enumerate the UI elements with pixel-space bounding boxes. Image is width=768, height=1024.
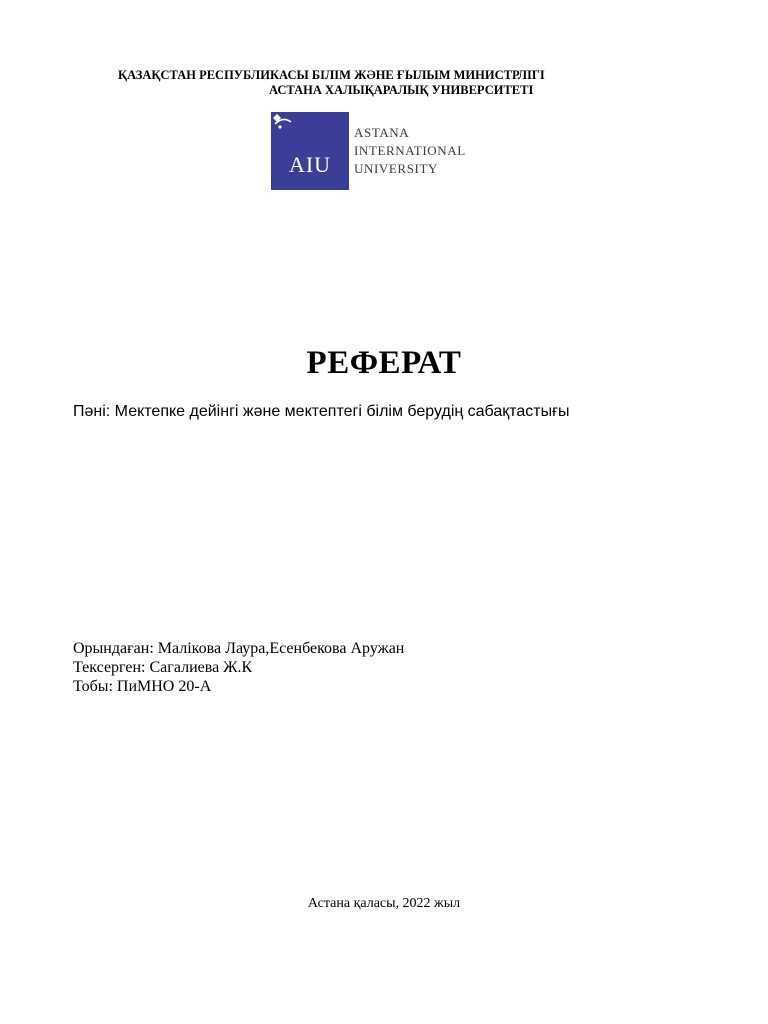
logo-line-1: ASTANA bbox=[354, 125, 410, 140]
performed-by: Орындаған: Малікова Лаура,Есенбекова Аружан bbox=[73, 640, 405, 657]
subject-line: Пәні: Мектепке дейінгі және мектептегі білім берудің сабақтастығы bbox=[73, 403, 570, 420]
city-year-footer: Астана қаласы, 2022 жыл bbox=[307, 896, 461, 911]
ministry-heading: ҚАЗАҚСТАН РЕСПУБЛИКАСЫ БІЛІМ ЖӘНЕ ҒЫЛЫМ МИНИСТРЛІГІ bbox=[118, 68, 545, 82]
logo-line-3: UNIVERSITY bbox=[354, 161, 438, 176]
logo-emblem bbox=[271, 112, 349, 190]
ornament-icon bbox=[271, 112, 349, 132]
logo-wordmark bbox=[354, 124, 466, 178]
university-heading: АСТАНА ХАЛЫҚАРАЛЫҚ УНИВЕРСИТЕТІ bbox=[269, 83, 534, 97]
group: Тобы: ПиМНО 20-А bbox=[73, 678, 212, 695]
logo-line-2: INTERNATIONAL bbox=[354, 143, 466, 158]
checked-by: Тексерген: Сагалиева Ж.К bbox=[73, 659, 253, 676]
university-logo bbox=[271, 112, 501, 192]
document-title: РЕФЕРАТ bbox=[306, 345, 462, 381]
logo-abbreviation: AIU bbox=[288, 152, 332, 177]
author-info bbox=[73, 639, 404, 696]
